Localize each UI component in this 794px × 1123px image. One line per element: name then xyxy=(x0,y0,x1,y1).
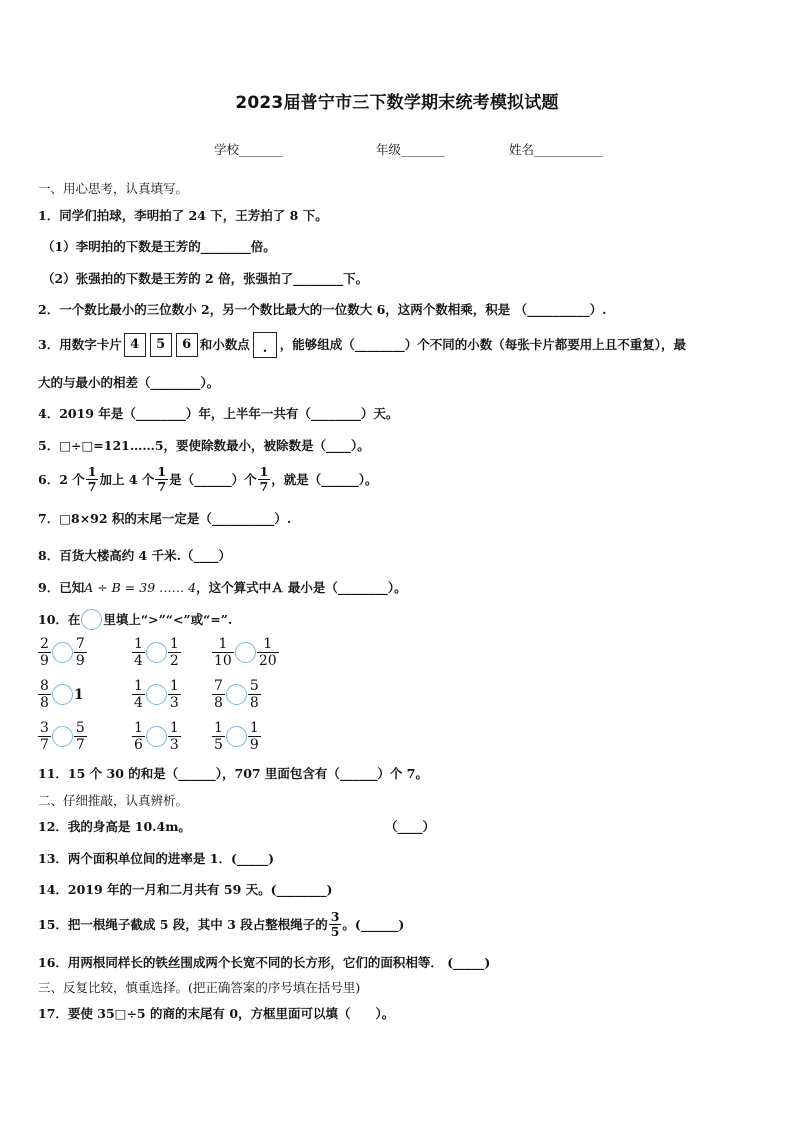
name-field[interactable]: 姓名___________ xyxy=(509,142,603,157)
grade-field[interactable]: 年级_______ xyxy=(376,142,445,157)
fraction: $\frac{1}{4}$ xyxy=(134,636,143,669)
number-card-6: 6 xyxy=(176,333,198,357)
fraction: $\frac{5}{8}$ xyxy=(249,678,259,711)
comparison-item xyxy=(38,720,87,753)
fraction: $\frac{1}{10}$ xyxy=(214,636,232,669)
comparison-item xyxy=(38,636,87,669)
question-6-text-3: 是（______）个 xyxy=(169,471,257,487)
question-13: 13．两个面积单位间的进率是 1．(_____) xyxy=(38,851,275,866)
question-1: 1．同学们拍球，李明拍了 24 下，王芳拍了 8 下。 xyxy=(38,208,328,223)
school-field[interactable]: 学校_______ xyxy=(214,142,283,157)
question-15-suffix: 。(______) xyxy=(342,916,405,932)
question-12-blank[interactable]: （____） xyxy=(385,819,436,834)
number-card-5: 5 xyxy=(150,333,172,357)
question-10-prefix: 10．在 xyxy=(38,611,81,627)
question-5: 5．□÷□=121……5，要使除数最小，被除数是（____）。 xyxy=(38,438,370,453)
question-1-part-1: （1）李明拍的下数是王芳的________倍。 xyxy=(42,239,276,254)
question-15-prefix: 15．把一根绳子截成 5 段，其中 3 段占整根绳子的 xyxy=(38,916,328,932)
section-3-heading: 三、反复比较，慎重选择。(把正确答案的序号填在括号里) xyxy=(38,980,361,995)
page-title: 2023届普宁市三下数学期末统考模拟试题 xyxy=(235,93,559,113)
fraction: $\frac{2}{9}$ xyxy=(40,636,49,669)
section-2-heading: 二、仔细推敲，认真辨析。 xyxy=(38,793,189,808)
fraction: $\frac{3}{7}$ xyxy=(40,720,49,753)
section-1-heading: 一、用心思考，认真填写。 xyxy=(38,181,189,196)
answer-circle-icon[interactable] xyxy=(226,684,247,705)
question-1-part-2: （2）张强拍的下数是王芳的 2 倍，张强拍了________下。 xyxy=(42,271,369,286)
fraction-one-seventh: $\frac{1}{7}$ xyxy=(87,464,97,494)
fraction: $\frac{1}{3}$ xyxy=(169,720,179,753)
question-10 xyxy=(38,609,232,630)
question-9-prefix: 9．已知 xyxy=(38,580,85,595)
question-3-prefix: 3．用数字卡片 xyxy=(38,337,122,352)
answer-circle-icon[interactable] xyxy=(146,726,167,747)
question-3-middle: 和小数点 xyxy=(199,337,250,352)
question-6-text-1: 6．2 个 xyxy=(38,471,85,487)
fraction: $\frac{1}{6}$ xyxy=(134,720,143,753)
fraction-one-seventh: $\frac{1}{7}$ xyxy=(157,464,167,494)
answer-circle-icon[interactable] xyxy=(52,726,73,747)
question-16: 16．用两根同样长的铁丝围成两个长宽不同的长方形，它们的面积相等． (_____) xyxy=(38,955,491,970)
fraction: $\frac{1}{5}$ xyxy=(214,720,223,753)
fraction: $\frac{1}{4}$ xyxy=(134,678,143,711)
question-2: 2．一个数比最小的三位数小 2，另一个数比最大的一位数大 6，这两个数相乘，积是 （__________）. xyxy=(38,302,607,317)
fraction: $\frac{1}{2}$ xyxy=(169,636,179,669)
fraction: $\frac{7}{9}$ xyxy=(75,636,85,669)
question-8: 8．百货大楼高约 4 千米.（____） xyxy=(38,548,231,563)
comparison-item xyxy=(212,720,261,753)
question-3 xyxy=(38,332,686,358)
question-3-suffix: ，能够组成（________）个不同的小数（每张卡片都要用上且不重复），最 xyxy=(279,337,686,352)
question-12: 12．我的身高是 10.4m。 xyxy=(38,819,191,834)
fraction: $\frac{7}{8}$ xyxy=(214,678,223,711)
fraction: $\frac{5}{7}$ xyxy=(75,720,85,753)
decimal-point-card: . xyxy=(253,332,277,358)
answer-circle-icon[interactable] xyxy=(146,684,167,705)
answer-circle-icon[interactable] xyxy=(146,642,167,663)
fraction-one-seventh: $\frac{1}{7}$ xyxy=(259,464,269,494)
question-4: 4．2019 年是（________）年，上半年一共有（________）天。 xyxy=(38,406,399,421)
question-9-suffix: ，这个算式中Ａ 最小是（________）。 xyxy=(196,580,407,595)
question-11: 11．15 个 30 的和是（______），707 里面包含有（______）个 7。 xyxy=(38,766,428,781)
question-14: 14．2019 年的一月和二月共有 59 天。(________) xyxy=(38,882,333,897)
comparison-item xyxy=(212,678,261,711)
question-10-suffix: 里填上“>”“<”或“=”. xyxy=(103,611,233,627)
question-6 xyxy=(38,465,378,494)
answer-circle-icon[interactable] xyxy=(52,684,73,705)
fraction: $\frac{1}{9}$ xyxy=(249,720,259,753)
comparison-item xyxy=(132,678,181,711)
fraction-three-fifths: $\frac{3}{5}$ xyxy=(330,909,340,939)
fraction: $\frac{8}{8}$ xyxy=(40,678,49,711)
comparison-item xyxy=(132,720,181,753)
division-equation: A ÷ B = 39 …… 4 xyxy=(84,580,197,595)
comparison-item xyxy=(212,636,279,669)
comparison-item xyxy=(132,636,181,669)
whole-number: 1 xyxy=(73,686,84,703)
answer-circle-icon[interactable] xyxy=(235,642,256,663)
answer-circle-icon[interactable] xyxy=(226,726,247,747)
fraction: $\frac{1}{20}$ xyxy=(258,636,277,669)
question-17: 17．要使 35□÷5 的商的末尾有 0，方框里面可以填（ ）。 xyxy=(38,1006,395,1021)
question-6-text-2: 加上 4 个 xyxy=(99,471,155,487)
question-9 xyxy=(38,580,407,596)
fraction: $\frac{1}{3}$ xyxy=(169,678,179,711)
question-3-line-2: 大的与最小的相差（________）。 xyxy=(38,375,220,390)
answer-circle-icon[interactable] xyxy=(52,642,73,663)
question-7: 7．□8×92 积的末尾一定是（__________）. xyxy=(38,511,292,526)
comparison-item xyxy=(38,678,84,711)
number-card-4: 4 xyxy=(124,333,146,357)
question-6-text-4: ，就是（______）。 xyxy=(271,471,378,487)
answer-circle-icon xyxy=(81,609,102,630)
question-15 xyxy=(38,910,404,939)
